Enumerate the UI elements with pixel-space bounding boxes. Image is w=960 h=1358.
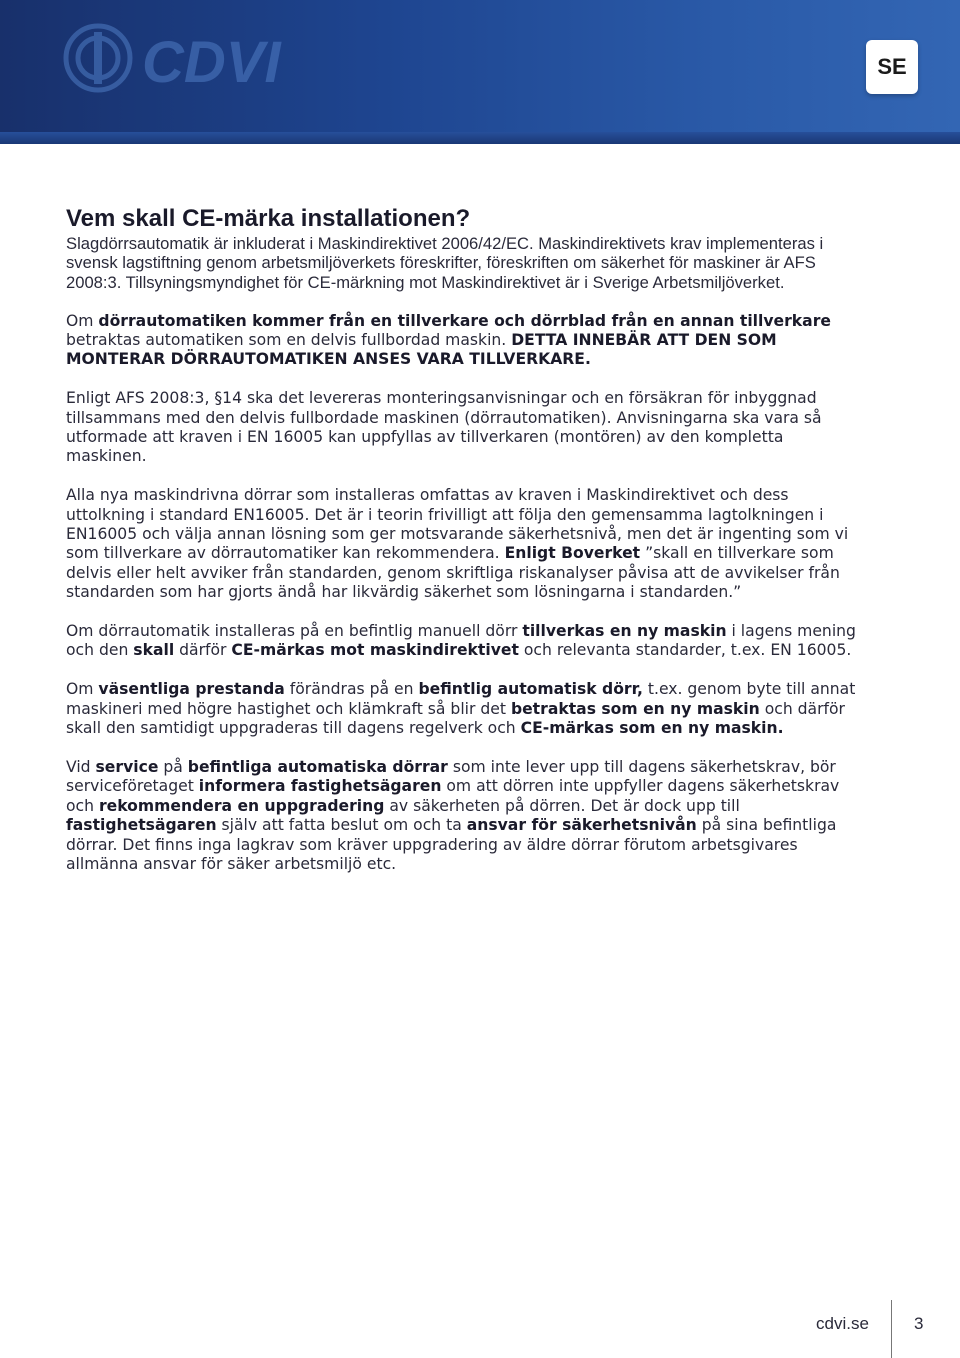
page-title: Vem skall CE-märka installationen?	[66, 205, 471, 232]
page-number: 3	[914, 1314, 924, 1333]
bold-text: befintliga automatiska dörrar	[187, 757, 448, 776]
text-run: Om dörrautomatik installeras på en befintlig manuell dörr	[66, 622, 523, 641]
paragraph	[66, 312, 866, 370]
text-run: om att dörren inte uppfyller dagens säkerhetskrav och	[66, 777, 840, 815]
text-run: på sina befintliga dörrar. Det finns inga lagkrav som kräver uppgradering av äldre dörrar förutom arbetsgivares allmänna ansvar för säker arbetsmiljö etc.	[66, 816, 837, 873]
text-run: och därför skall den samtidigt uppgraderas till dagens regelverk och	[66, 699, 845, 738]
bold-text: DETTA INNEBÄR ATT DEN SOM MONTERAR DÖRRAUTOMATIKEN ANSES VARA TILLVERKARE.	[66, 331, 777, 369]
text-run: betraktas automatiken som en delvis fullbordad maskin.	[66, 331, 512, 350]
text-run: Om	[66, 311, 99, 330]
text-run: t.ex. genom byte till annat maskineri med högre hastighet och klämkraft så blir det	[66, 680, 856, 718]
article	[66, 204, 866, 894]
paragraph	[66, 486, 866, 602]
paragraph	[66, 680, 866, 738]
text-run: förändras på en	[284, 680, 419, 699]
text-run: i lagens mening och den	[66, 622, 856, 660]
bold-text: service	[95, 757, 159, 776]
footer-divider	[891, 1300, 892, 1358]
bold-text: ansvar för säkerhetsnivån	[466, 816, 697, 835]
bold-text: fastighetsägaren	[66, 816, 217, 835]
bold-text: betraktas som en ny maskin	[510, 699, 760, 718]
text-run: som inte lever upp till dagens säkerhetskrav, bör serviceföretaget	[66, 757, 836, 796]
bold-text: rekommendera en uppgradering	[98, 796, 385, 815]
paragraph	[66, 622, 866, 661]
text-run: Om	[66, 680, 99, 699]
bold-text: Enligt Boverket	[504, 544, 641, 563]
bold-text: tillverkas en ny maskin	[522, 622, 727, 641]
cdvi-logo	[60, 18, 330, 98]
footer-site: cdvi.se	[816, 1314, 869, 1333]
bold-text: dörrautomatiken kommer från en tillverkare och dörrblad från en annan tillverkare	[98, 311, 831, 330]
logo-text: CDVI	[142, 30, 281, 95]
header-band	[0, 132, 960, 144]
bold-text: befintlig automatisk dörr,	[418, 680, 643, 699]
bold-text: skall	[133, 641, 175, 660]
bold-text: CE-märkas mot maskindirektivet	[231, 641, 519, 660]
text-run: själv att fatta beslut om och ta	[216, 816, 467, 835]
language-badge: SE	[866, 40, 918, 94]
bold-text: väsentliga prestanda	[98, 680, 285, 699]
text-run: Vid	[66, 757, 96, 776]
paragraph	[66, 234, 866, 292]
page-header	[0, 0, 960, 144]
text-run: och relevanta standarder, t.ex. EN 16005.	[518, 641, 852, 660]
paragraph	[66, 758, 866, 874]
text-run: på	[158, 757, 188, 776]
bold-text: CE-märkas som en ny maskin.	[520, 719, 784, 738]
text-run: av säkerheten på dörren. Det är dock upp till	[384, 796, 740, 815]
text-run: Enligt AFS 2008:3, §14 ska det levereras monteringsanvisningar och en försäkran för inbyggnad tillsammans med den delvis fullbordade maskinen (dörrautomatiken). Anvisningarna ska vara så utformade att kraven i EN 16005 kan uppfyllas av tillverkaren (montören) av den kompletta maskinen.	[66, 389, 822, 466]
text-run: Alla nya maskindrivna dörrar som installeras omfattas av kraven i Maskindirektivet och dess uttolkning i standard EN16005. Det är i teorin frivilligt att följa den gemensamma lagtolkningen i EN16005 och välja annan lösning som ger motsvarande säkerhetsnivå, men det är ingenting som vi som tillverkare av dörrautomatiker kan rekommendera.	[66, 486, 849, 563]
bold-text: informera fastighetsägaren	[198, 777, 442, 796]
text-run: Slagdörrsautomatik är inkluderat i Maskindirektivet 2006/42/EC. Maskindirektivets krav implementeras i svensk lagstiftning genom arbetsmiljöverkets föreskrifter, föreskriften om säkerhet för maskiner är AFS 2008:3. Tillsyningsmyndighet för CE-märkning mot Maskindirektivet är i Sverige Arbetsmiljöverket.	[66, 234, 824, 292]
article-body	[66, 234, 866, 874]
text-run: därför	[174, 641, 232, 660]
paragraph	[66, 389, 866, 467]
text-run: ”skall en tillverkare som delvis eller helt avviker från standarden, genom skriftliga riskanalyser påvisa att de avvikelser från standarden som har gjorts ändå har likvärdig säkerhet som lösningarna i standarden.”	[66, 544, 840, 602]
